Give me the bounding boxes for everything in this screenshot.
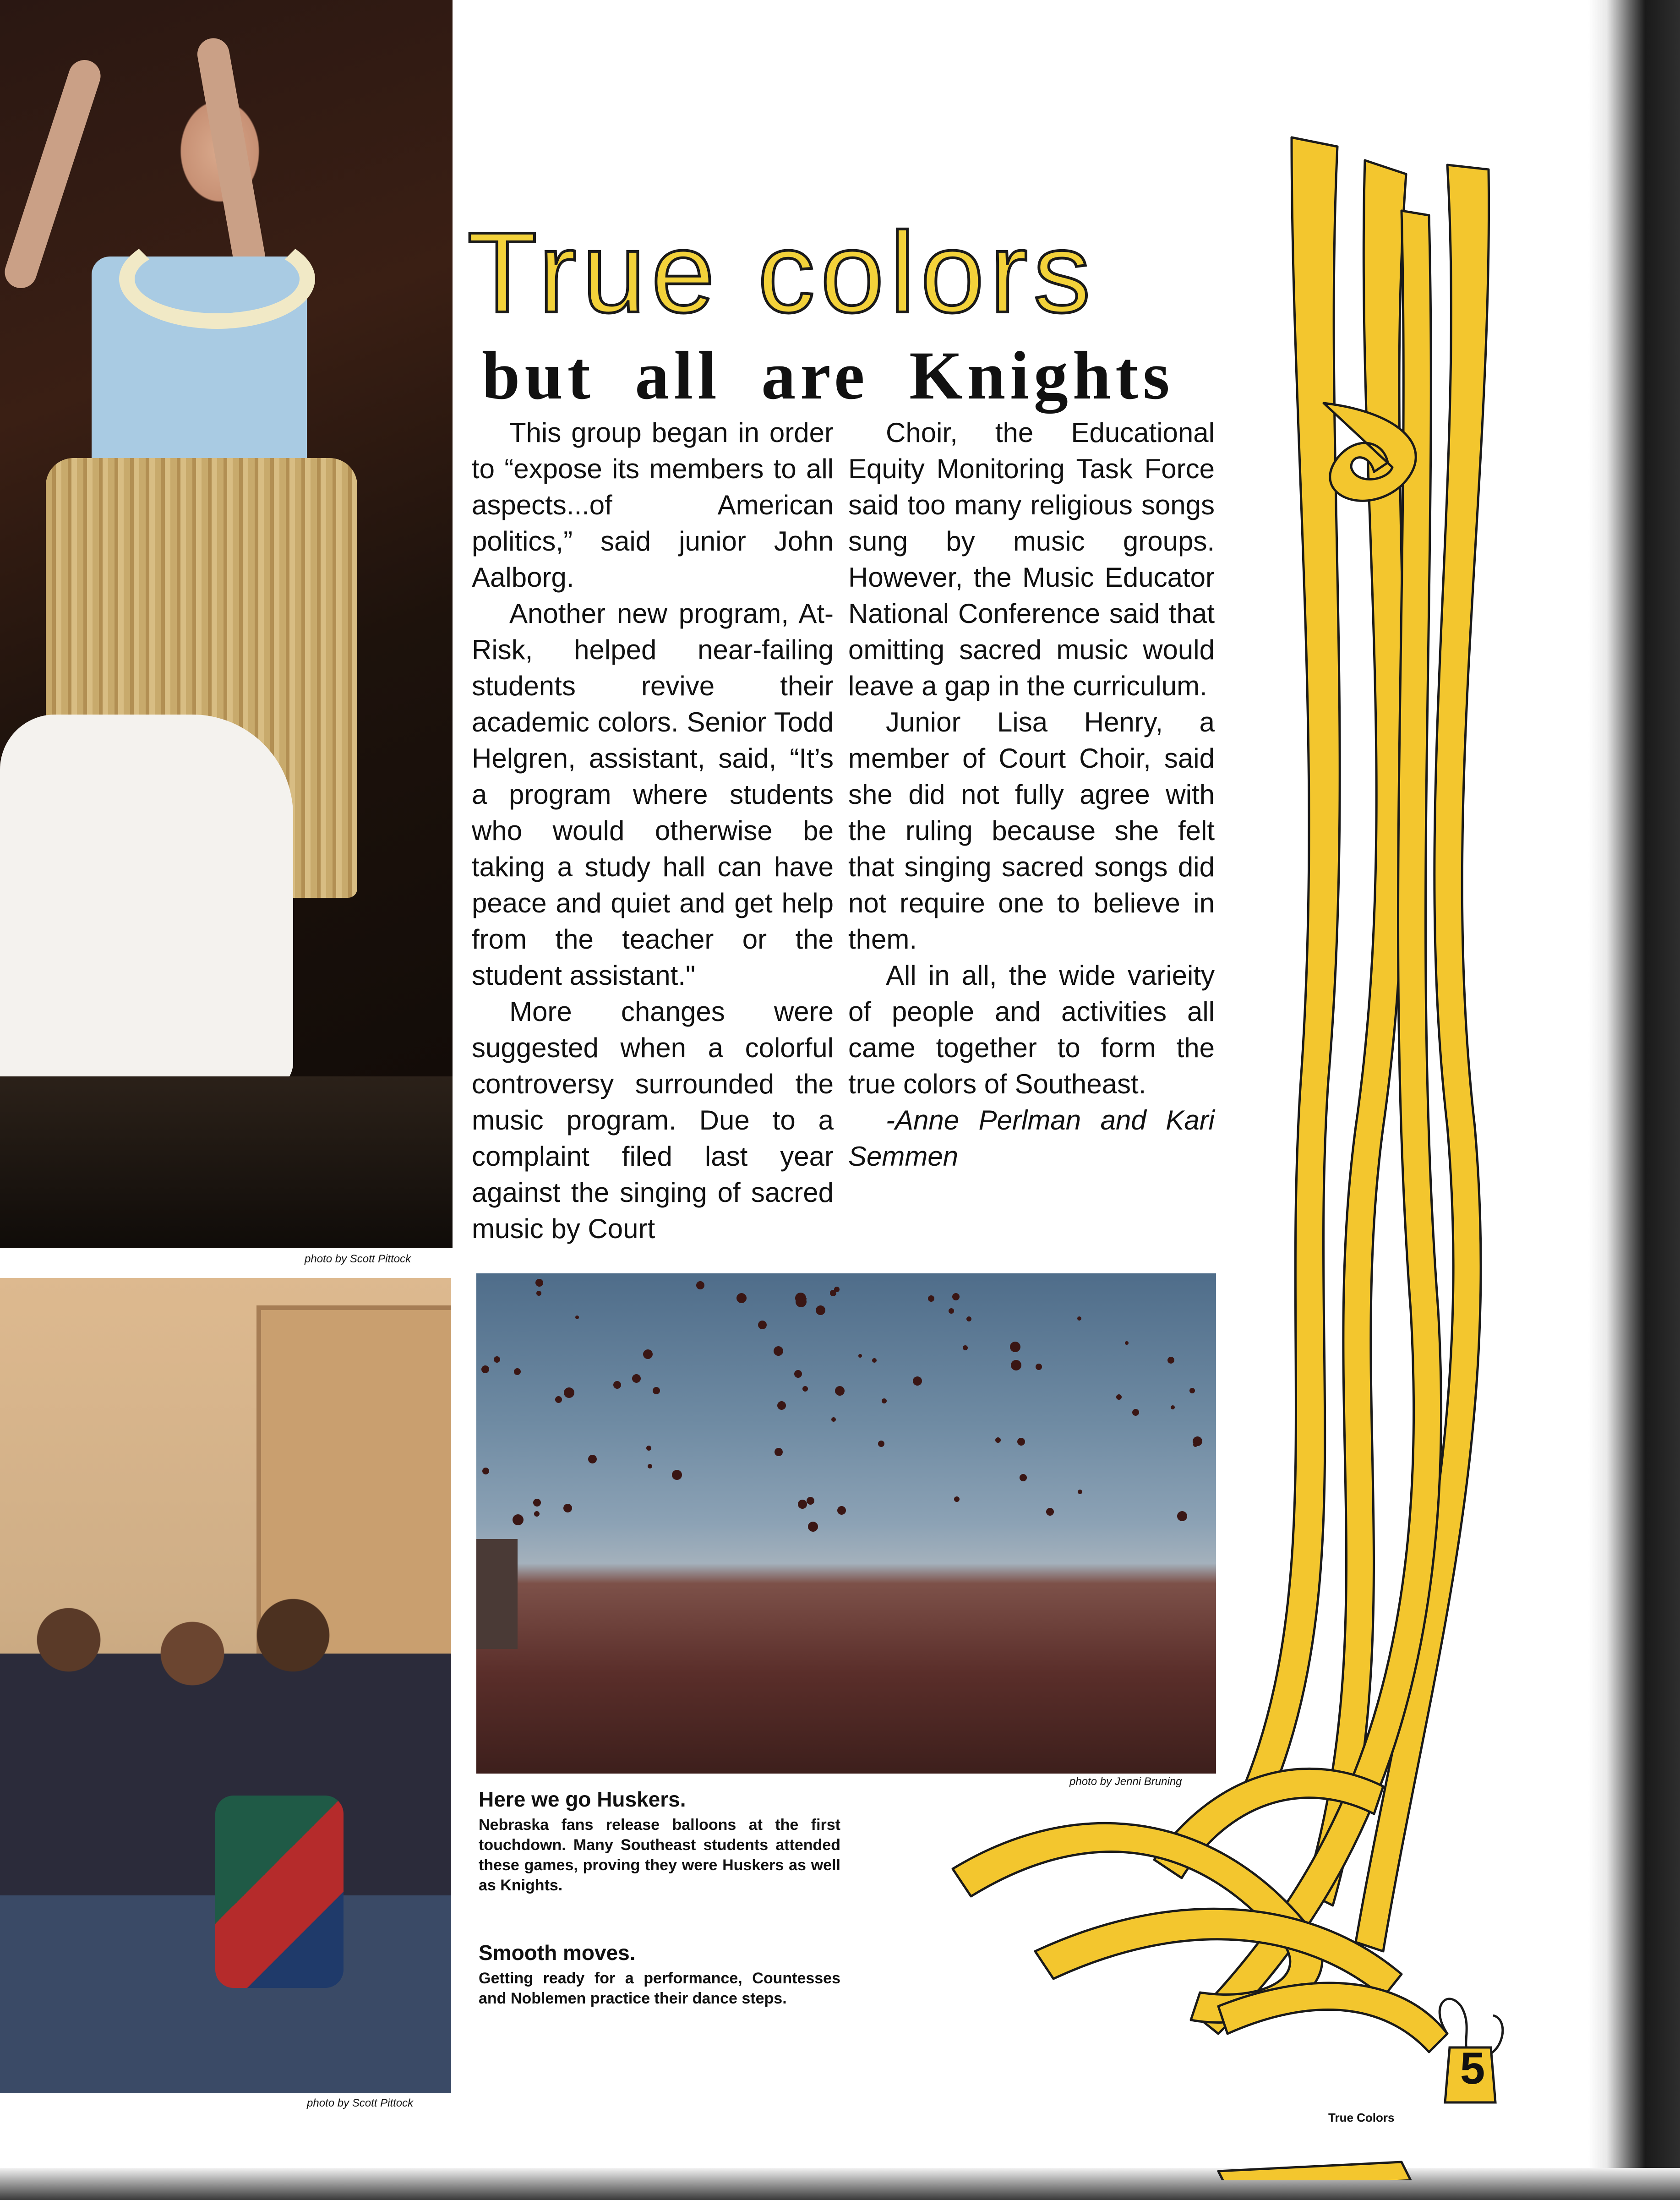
page-number: 5 [1460,2043,1485,2093]
photo-credit-3: photo by Scott Pittock [307,2097,414,2109]
paragraph: More changes were suggested when a colorful controversy surrounded the music program. Due to a complaint filed last year against the singing of sacred music by Court [472,996,834,1244]
balloon [872,1358,877,1363]
balloon [494,1356,500,1363]
balloon [696,1281,704,1289]
section-label: True Colors [1328,2111,1395,2124]
photo-credit-2: photo by Jenni Bruning [1069,1775,1182,1788]
caption-smooth-moves [479,1940,840,2009]
balloon [648,1464,652,1468]
balloon [514,1368,521,1375]
balloon [831,1417,836,1422]
balloon [882,1398,887,1403]
balloon [802,1386,808,1392]
balloon [835,1386,845,1396]
balloon [736,1293,747,1303]
byline: -Anne Perlman and Kari Semmen [848,1105,1215,1172]
page-subtitle: but all are Knights [482,338,1174,414]
balloon [672,1470,682,1480]
balloon [837,1506,846,1515]
paragraph: All in all, the wide varieity of people and activities all came together to form the true colors of Southeast. [848,960,1215,1099]
article-column-left [472,415,834,1247]
balloon [758,1321,767,1329]
balloon [481,1365,489,1373]
balloon [536,1291,541,1296]
balloon [555,1396,562,1403]
balloon [588,1455,597,1463]
paragraph: Junior Lisa Henry, a member of Court Choir, said she did not fully agree with the ruling because she felt that singing sacred songs did not require one to believe in them. [848,707,1215,955]
caption-text: Nebraska fans release balloons at the first touchdown. Many Southeast students attended these games, proving they were Huskers as well as Knights. [479,1816,840,1894]
balloon [798,1500,807,1509]
balloon [816,1305,825,1315]
page-title: True colors [467,208,1096,336]
ribbon-streamers-illustration [898,119,1612,2180]
paragraph: This group began in order to “expose its members to all aspects...of American politics,” said junior John Aalborg. [472,417,834,593]
balloon [533,1499,541,1507]
paragraph: Choir, the Educational Equity Monitoring Task Force said too many religious songs sung by music groups. However, the Music Educator National Conference said that omitting sacred music would leave a gap in the curriculum. [848,417,1215,701]
caption-headline: Smooth moves. [479,1941,636,1965]
photo-dance-practice [0,1278,451,2093]
caption-text: Getting ready for a performance, Countesses and Noblemen practice their dance steps. [479,1970,840,2007]
balloon [808,1522,818,1532]
balloon [646,1446,651,1451]
paragraph: Another new program, At-Risk, helped near-failing students revive their academic colors. Senior Todd Helgren, assistant, said, “It’s a program where students who would otherwise be taking a study hall can have peace and quiet and get help from the teacher or the student assistant." [472,598,834,991]
photo-luau-dancer [0,0,453,1248]
balloon [830,1290,836,1296]
balloon [534,1511,540,1517]
balloon [575,1316,579,1319]
balloon [777,1401,786,1410]
balloon [563,1504,572,1512]
balloon [775,1448,783,1456]
balloon [564,1387,574,1398]
balloon [613,1381,621,1389]
balloon [632,1374,641,1383]
balloon [513,1514,524,1525]
balloon [643,1349,653,1359]
balloon [807,1497,814,1505]
photo-credit-1: photo by Scott Pittock [305,1253,411,1265]
caption-huskers [479,1786,840,1895]
balloon [774,1346,783,1356]
balloon [878,1441,884,1447]
balloon [795,1293,806,1304]
balloon [535,1279,543,1287]
caption-headline: Here we go Huskers. [479,1787,686,1811]
balloon [482,1468,489,1474]
balloon [653,1387,660,1394]
balloon [794,1370,802,1378]
balloon [858,1354,862,1358]
